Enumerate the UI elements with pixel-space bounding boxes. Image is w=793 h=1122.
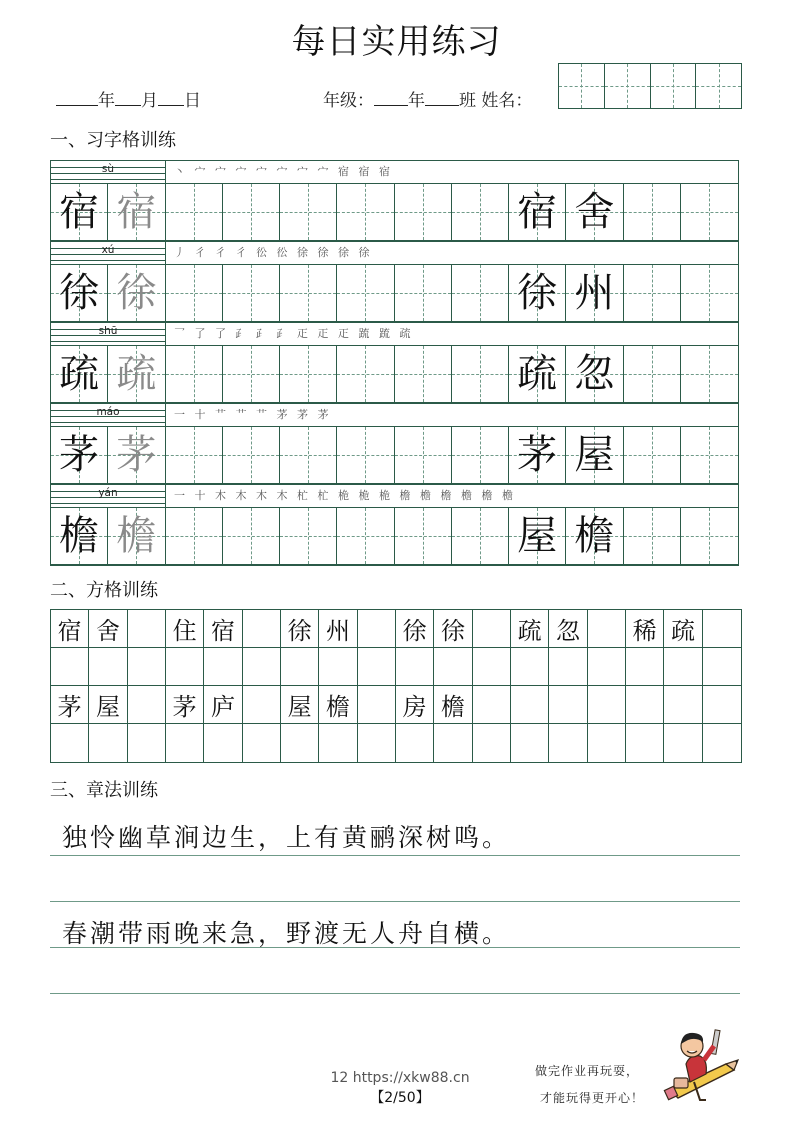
tian-grid-cell[interactable] [452, 508, 509, 564]
tian-grid-cell[interactable] [166, 346, 223, 402]
square-cell[interactable] [703, 648, 741, 686]
square-cell[interactable] [664, 686, 702, 724]
tian-grid-cell[interactable] [624, 427, 681, 483]
square-cell[interactable] [396, 648, 434, 686]
tian-grid-cell[interactable] [280, 184, 337, 240]
section3-title: 三、章法训练 [50, 780, 158, 801]
class-info-line [323, 86, 532, 111]
model-character: 疏 [59, 351, 100, 397]
square-cell[interactable] [358, 724, 396, 762]
square-cell[interactable]: 住 [166, 610, 204, 648]
square-grid [50, 609, 742, 763]
square-cell[interactable] [128, 610, 166, 648]
tian-grid-cell[interactable] [108, 346, 165, 402]
tian-grid-cell[interactable] [280, 427, 337, 483]
pinyin-text: yán [98, 487, 118, 499]
tian-grid-cell[interactable] [108, 184, 165, 240]
section1-title: 一、习字格训练 [50, 130, 176, 151]
square-cell[interactable] [703, 686, 741, 724]
writing-line[interactable] [50, 947, 740, 948]
tian-grid-cell[interactable] [108, 427, 165, 483]
model-character: 宿 [59, 189, 100, 235]
cartoon-boy-on-pencil-icon [660, 1024, 740, 1112]
slogan-line-1: 做完作业再玩耍， [535, 1064, 640, 1078]
pinyin-text: xú [101, 244, 115, 256]
square-cell[interactable] [473, 610, 511, 648]
trace-character: 茅 [116, 432, 157, 478]
character-row [50, 507, 739, 565]
square-cell[interactable] [549, 686, 587, 724]
square-cell[interactable] [166, 648, 204, 686]
character-row [50, 345, 739, 403]
tian-grid-cell[interactable] [337, 346, 394, 402]
square-cell[interactable]: 檐 [319, 686, 357, 724]
square-cell[interactable] [89, 724, 127, 762]
trace-character: 檐 [116, 513, 157, 559]
character-row [50, 426, 739, 484]
tian-grid-cell[interactable] [624, 265, 681, 321]
tian-grid-cell[interactable] [566, 508, 623, 564]
model-character: 茅 [517, 432, 558, 478]
model-character: 檐 [574, 513, 615, 559]
tian-grid-cell[interactable] [452, 346, 509, 402]
square-cell[interactable]: 宿 [204, 610, 242, 648]
practice-block [50, 484, 739, 565]
square-cell[interactable] [664, 648, 702, 686]
trace-character: 宿 [116, 189, 157, 235]
tian-grid-cell[interactable] [337, 508, 394, 564]
tian-grid-cell[interactable] [624, 184, 681, 240]
square-cell[interactable] [281, 724, 319, 762]
tian-grid-cell[interactable] [51, 427, 108, 483]
tian-grid-cell[interactable] [337, 427, 394, 483]
pinyin-row [50, 322, 739, 345]
tian-grid-cell[interactable] [566, 346, 623, 402]
practice-block [50, 322, 739, 403]
tian-grid-cell[interactable] [395, 184, 452, 240]
model-character: 州 [574, 270, 615, 316]
poem-line-2: 春潮带雨晚来急，野渡无人舟自横。 [62, 919, 511, 948]
pinyin-row [50, 484, 739, 507]
tian-grid-cell[interactable] [509, 508, 566, 564]
square-cell[interactable] [358, 686, 396, 724]
grid-bottom-border [50, 565, 739, 566]
poem-line-1: 独怜幽草涧边生，上有黄鹂深树鸣。 [62, 823, 511, 852]
square-cell[interactable] [319, 724, 357, 762]
year-label: 年 [98, 91, 115, 111]
tian-grid-cell[interactable] [452, 427, 509, 483]
square-cell[interactable] [626, 648, 664, 686]
square-cell[interactable] [319, 648, 357, 686]
square-cell[interactable] [396, 724, 434, 762]
character-row [50, 183, 739, 241]
grade-year-label: 年 [408, 91, 425, 111]
name-cell[interactable] [651, 64, 697, 108]
square-cell[interactable] [204, 648, 242, 686]
tian-grid-cell[interactable] [395, 265, 452, 321]
name-cell[interactable] [559, 64, 605, 108]
square-cell[interactable] [664, 724, 702, 762]
tian-grid-cell[interactable] [624, 508, 681, 564]
grade-label: 年级： [323, 91, 374, 111]
model-character: 檐 [59, 513, 100, 559]
square-cell[interactable]: 屋 [89, 686, 127, 724]
day-blank[interactable] [158, 89, 184, 106]
square-cell[interactable] [243, 686, 281, 724]
tian-grid-cell[interactable] [509, 346, 566, 402]
page-title: 每日实用练习 [291, 22, 502, 62]
square-cell[interactable] [511, 686, 549, 724]
writing-line[interactable] [50, 901, 740, 902]
square-cell[interactable]: 稀 [626, 610, 664, 648]
square-cell[interactable] [358, 648, 396, 686]
page-number: 【2/50】 [370, 1090, 430, 1106]
square-cell[interactable]: 舍 [89, 610, 127, 648]
pinyin-row [50, 403, 739, 426]
day-label: 日 [184, 91, 201, 111]
square-cell[interactable] [51, 724, 89, 762]
tian-grid-cell[interactable] [166, 508, 223, 564]
tian-grid-cell[interactable] [223, 346, 280, 402]
tian-grid-cell[interactable] [51, 346, 108, 402]
pinyin-row [50, 241, 739, 264]
square-cell[interactable]: 庐 [204, 686, 242, 724]
tian-grid-cell[interactable] [681, 508, 738, 564]
tian-grid-cell[interactable] [624, 346, 681, 402]
tian-grid-cell[interactable] [509, 265, 566, 321]
class-label: 班 [459, 91, 476, 111]
square-cell[interactable] [243, 724, 281, 762]
square-cell[interactable]: 茅 [51, 686, 89, 724]
stroke-order: 一 十 木 木 木 木 杧 杧 桅 桅 桅 檐 檐 檐 檐 檐 檐 [174, 489, 516, 502]
model-character: 屋 [574, 432, 615, 478]
month-blank[interactable] [115, 89, 141, 106]
square-cell[interactable] [281, 648, 319, 686]
square-cell[interactable] [243, 648, 281, 686]
grade-blank[interactable] [374, 89, 408, 106]
tian-grid-cell[interactable] [395, 427, 452, 483]
pinyin-cell [51, 242, 166, 264]
name-box[interactable] [558, 63, 742, 109]
trace-character: 徐 [116, 270, 157, 316]
tian-grid-cell[interactable] [223, 508, 280, 564]
class-blank[interactable] [425, 89, 459, 106]
square-cell[interactable]: 徐 [281, 610, 319, 648]
square-cell[interactable] [128, 724, 166, 762]
tian-grid-cell[interactable] [51, 508, 108, 564]
tian-grid-cell[interactable] [566, 427, 623, 483]
square-cell[interactable] [626, 686, 664, 724]
square-cell[interactable] [473, 648, 511, 686]
stroke-order: 丶 宀 宀 宀 宀 宀 宀 宀 宿 宿 宿 [174, 165, 393, 178]
tian-grid-cell[interactable] [395, 346, 452, 402]
square-cell[interactable] [434, 648, 472, 686]
year-blank[interactable] [56, 89, 98, 106]
tian-grid-cell[interactable] [509, 184, 566, 240]
stroke-order: 乛 了 了 ⺪ ⺪ ⺪ 𤴓 𤴓 𤴓 䟽 䟽 疏 [174, 327, 414, 340]
square-cell[interactable] [703, 724, 741, 762]
square-cell[interactable]: 茅 [166, 686, 204, 724]
tian-grid-cell[interactable] [108, 508, 165, 564]
pinyin-cell [51, 161, 166, 183]
square-cell[interactable] [511, 724, 549, 762]
writing-line[interactable] [50, 993, 740, 994]
tian-grid-cell[interactable] [395, 508, 452, 564]
stroke-order: 丿 彳 彳 彳 彸 彸 徐 徐 徐 徐 [174, 246, 373, 259]
model-character: 疏 [517, 351, 558, 397]
stroke-order: 一 十 艹 艹 艹 茅 茅 茅 [174, 408, 332, 421]
square-cell[interactable] [588, 686, 626, 724]
square-cell[interactable] [243, 610, 281, 648]
square-cell[interactable]: 州 [319, 610, 357, 648]
pinyin-text: máo [96, 406, 120, 418]
model-character: 茅 [59, 432, 100, 478]
practice-block [50, 403, 739, 484]
square-cell[interactable] [204, 724, 242, 762]
slogan-line-2: 才能玩得更开心！ [540, 1091, 645, 1105]
tian-grid-cell[interactable] [280, 265, 337, 321]
square-cell[interactable] [128, 686, 166, 724]
model-character: 宿 [517, 189, 558, 235]
square-cell[interactable] [434, 724, 472, 762]
tian-grid-cell[interactable] [51, 184, 108, 240]
square-cell[interactable] [588, 724, 626, 762]
tian-grid-cell[interactable] [166, 265, 223, 321]
character-row [50, 264, 739, 322]
square-cell[interactable] [588, 610, 626, 648]
name-cell[interactable] [605, 64, 651, 108]
practice-block [50, 160, 739, 241]
tian-grid-cell[interactable] [566, 184, 623, 240]
square-cell[interactable] [166, 724, 204, 762]
square-cell[interactable] [626, 724, 664, 762]
tian-grid-cell[interactable] [166, 427, 223, 483]
pinyin-cell [51, 485, 166, 507]
trace-character: 疏 [116, 351, 157, 397]
square-cell[interactable] [358, 610, 396, 648]
section2-title: 二、方格训练 [50, 580, 158, 601]
square-cell[interactable] [703, 610, 741, 648]
square-cell[interactable] [549, 648, 587, 686]
tian-grid-cell[interactable] [108, 265, 165, 321]
square-cell[interactable] [89, 648, 127, 686]
model-character: 忽 [574, 351, 615, 397]
tian-grid-cell[interactable] [51, 265, 108, 321]
date-line [56, 86, 201, 111]
tian-grid-cell[interactable] [166, 184, 223, 240]
square-cell[interactable] [128, 648, 166, 686]
writing-line[interactable] [50, 855, 740, 856]
tian-grid-cell[interactable] [280, 508, 337, 564]
square-cell[interactable]: 徐 [434, 610, 472, 648]
square-cell[interactable]: 檐 [434, 686, 472, 724]
footer-url: 12 https://xkw88.cn [330, 1070, 470, 1086]
name-label: 姓名： [481, 91, 533, 111]
square-cell[interactable] [549, 724, 587, 762]
tian-grid-cell[interactable] [681, 184, 738, 240]
square-cell[interactable] [511, 648, 549, 686]
tian-grid-cell[interactable] [223, 265, 280, 321]
practice-block [50, 241, 739, 322]
pinyin-cell [51, 404, 166, 426]
tian-grid-cell[interactable] [566, 265, 623, 321]
tian-grid-cell[interactable] [681, 346, 738, 402]
tian-grid-cell[interactable] [280, 346, 337, 402]
tian-grid-cell[interactable] [681, 427, 738, 483]
model-character: 徐 [59, 270, 100, 316]
tian-grid-cell[interactable] [452, 184, 509, 240]
pinyin-text: sù [101, 163, 115, 175]
model-character: 屋 [517, 513, 558, 559]
character-practice-grid [50, 160, 739, 565]
model-character: 舍 [574, 189, 615, 235]
tian-grid-cell[interactable] [509, 427, 566, 483]
square-cell[interactable]: 疏 [664, 610, 702, 648]
square-cell[interactable] [588, 648, 626, 686]
square-cell[interactable]: 疏 [511, 610, 549, 648]
tian-grid-cell[interactable] [452, 265, 509, 321]
tian-grid-cell[interactable] [337, 265, 394, 321]
square-cell[interactable]: 宿 [51, 610, 89, 648]
name-cell[interactable] [696, 64, 741, 108]
square-cell[interactable] [51, 648, 89, 686]
square-cell[interactable] [473, 686, 511, 724]
month-label: 月 [141, 91, 158, 111]
square-cell[interactable] [473, 724, 511, 762]
pinyin-text: shū [98, 325, 118, 337]
pinyin-row [50, 160, 739, 183]
square-cell[interactable]: 徐 [396, 610, 434, 648]
square-cell[interactable]: 忽 [549, 610, 587, 648]
tian-grid-cell[interactable] [223, 427, 280, 483]
tian-grid-cell[interactable] [223, 184, 280, 240]
tian-grid-cell[interactable] [337, 184, 394, 240]
square-cell[interactable]: 屋 [281, 686, 319, 724]
pinyin-cell [51, 323, 166, 345]
square-cell[interactable]: 房 [396, 686, 434, 724]
tian-grid-cell[interactable] [681, 265, 738, 321]
model-character: 徐 [517, 270, 558, 316]
